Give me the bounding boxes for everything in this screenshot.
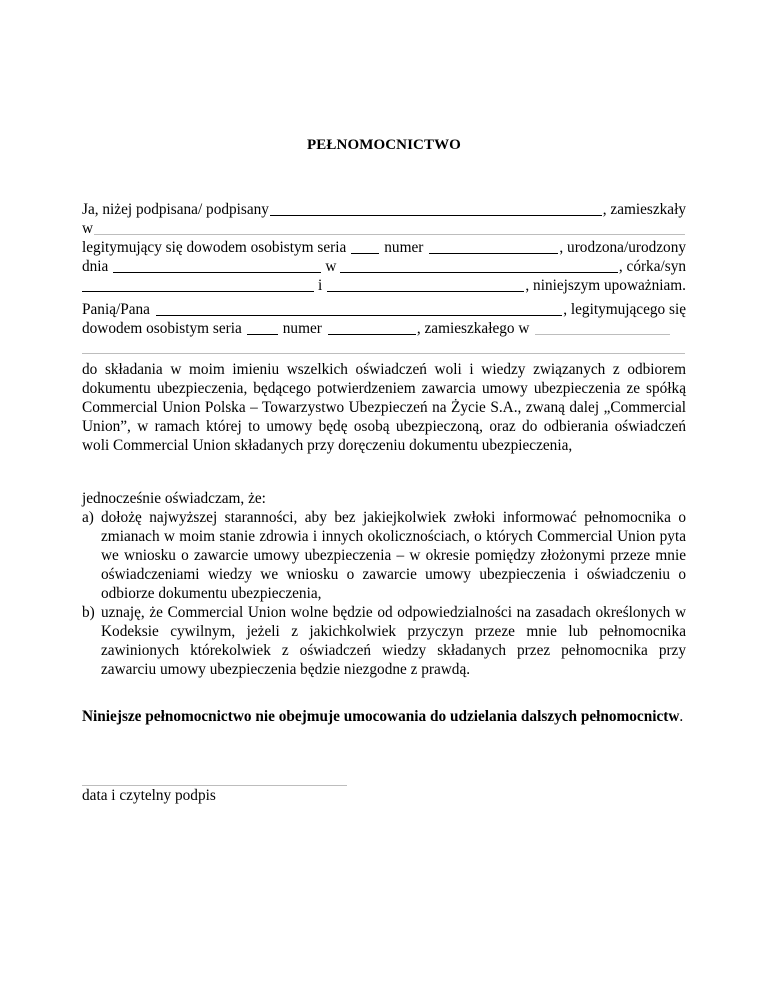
id-number-field[interactable]: [429, 239, 558, 254]
declaration-item-a: [82, 508, 686, 603]
birth-date-field[interactable]: [113, 258, 321, 273]
attorney-series-field[interactable]: [247, 320, 278, 335]
residence-prefix: w: [82, 220, 94, 237]
notice-period: .: [679, 708, 684, 725]
attorney-label: Panią/Pana: [82, 301, 150, 318]
list-marker: b): [82, 604, 95, 621]
id-series-label: legitymujący się dowodem osobistym seria: [82, 239, 347, 256]
date-label: dnia: [82, 258, 109, 275]
attorney-address-field[interactable]: [535, 320, 670, 335]
attorney-line-3: [82, 338, 686, 357]
notice-text: Niniejsze pełnomocnictwo nie obejmuje umocowania do udzielania dalszych pełnomocnictw: [82, 708, 680, 725]
id-series-field[interactable]: [351, 239, 379, 254]
residence-label: , zamieszkały: [602, 201, 686, 218]
grantor-line-1: [82, 200, 686, 219]
attorney-line-1: [82, 300, 686, 319]
authorize-label: , niniejszym upoważniam.: [525, 277, 686, 294]
birth-label: , urodzona/urodzony: [559, 239, 686, 256]
signature-line[interactable]: [82, 785, 347, 786]
authorization-scope-paragraph: do składania w moim imieniu wszelkich oświadczeń woli i wiedzy związanych z odbiorem dokumentu ubezpieczenia, będącego potwierdzeniem zawarcia umowy ubezpieczenia ze spółką Commercial Union Polska – Towarzystwo Ubezpieczeń na Życie S.A., zwaną dalej „Commercial Union”, w ramach której to umowy będę osobą ubezpieczoną, oraz do odbierania oświadczeń woli Commercial Union składanych przy doręczeniu dokumentu ubezpieczenia,: [82, 361, 686, 454]
signature-label: data i czytelny podpis: [82, 787, 216, 804]
and-label: i: [318, 277, 323, 294]
grantor-address-field[interactable]: [94, 220, 685, 235]
attorney-series-label: dowodem osobistym seria: [82, 320, 242, 337]
attorney-name-field[interactable]: [156, 301, 562, 316]
notice: [82, 707, 686, 726]
grantor-line-3: [82, 238, 686, 257]
grantor-name-field[interactable]: [270, 201, 602, 216]
birth-place-field[interactable]: [340, 258, 617, 273]
declarations: [82, 489, 686, 679]
attorney-line-2: [82, 319, 686, 338]
attorney-address-continued-field[interactable]: [82, 339, 685, 354]
grantor-line-5: [82, 276, 686, 295]
grantor-name-label: Ja, niżej podpisana/ podpisany: [82, 201, 269, 218]
grantor-line-4: [82, 257, 686, 276]
grantor-line-2: [82, 219, 686, 238]
father-name-field[interactable]: [82, 277, 314, 292]
grantor-details: [82, 200, 686, 295]
attorney-id-label: , legitymującego się: [563, 301, 686, 318]
id-number-label: numer: [384, 239, 424, 256]
declaration-text: dołożę najwyższej staranności, aby bez jakiejkolwiek zwłoki informować pełnomocnika o zmianach w moim stanie zdrowia i innych okolicznościach, o których Commercial Union pyta we wniosku o zawarcie umowy ubezpieczenia – w okresie pomiędzy złożonymi przeze mnie oświadczeniami wiedzy we wniosku o zawarcie umowy ubezpieczenia i oświadczeniu o odbiorze dokumentu ubezpieczenia,: [101, 509, 686, 602]
declaration-item-b: [82, 603, 686, 679]
attorney-address-label: , zamieszkałego w: [416, 320, 530, 337]
parent-label: , córka/syn: [618, 258, 686, 275]
mother-name-field[interactable]: [327, 277, 524, 292]
declaration-intro: jednocześnie oświadczam, że:: [82, 490, 266, 507]
list-marker: a): [82, 509, 94, 526]
document-title: PEŁNOMOCNICTWO: [307, 137, 461, 153]
attorney-details: [82, 300, 686, 357]
attorney-number-field[interactable]: [328, 320, 416, 335]
declaration-text: uznaję, że Commercial Union wolne będzie od odpowiedzialności na zasadach określonych w Kodeksie cywilnym, jeżeli z jakichkolwiek przyczyn przeze mnie lub pełnomocnika zawinionych którekolwiek z oświadczeń wiedzy składanych przez pełnomocnika przy zawarciu umowy ubezpieczenia będzie niezgodne z prawdą.: [101, 604, 686, 678]
birth-place-label: w: [325, 258, 337, 275]
attorney-number-label: numer: [282, 320, 322, 337]
